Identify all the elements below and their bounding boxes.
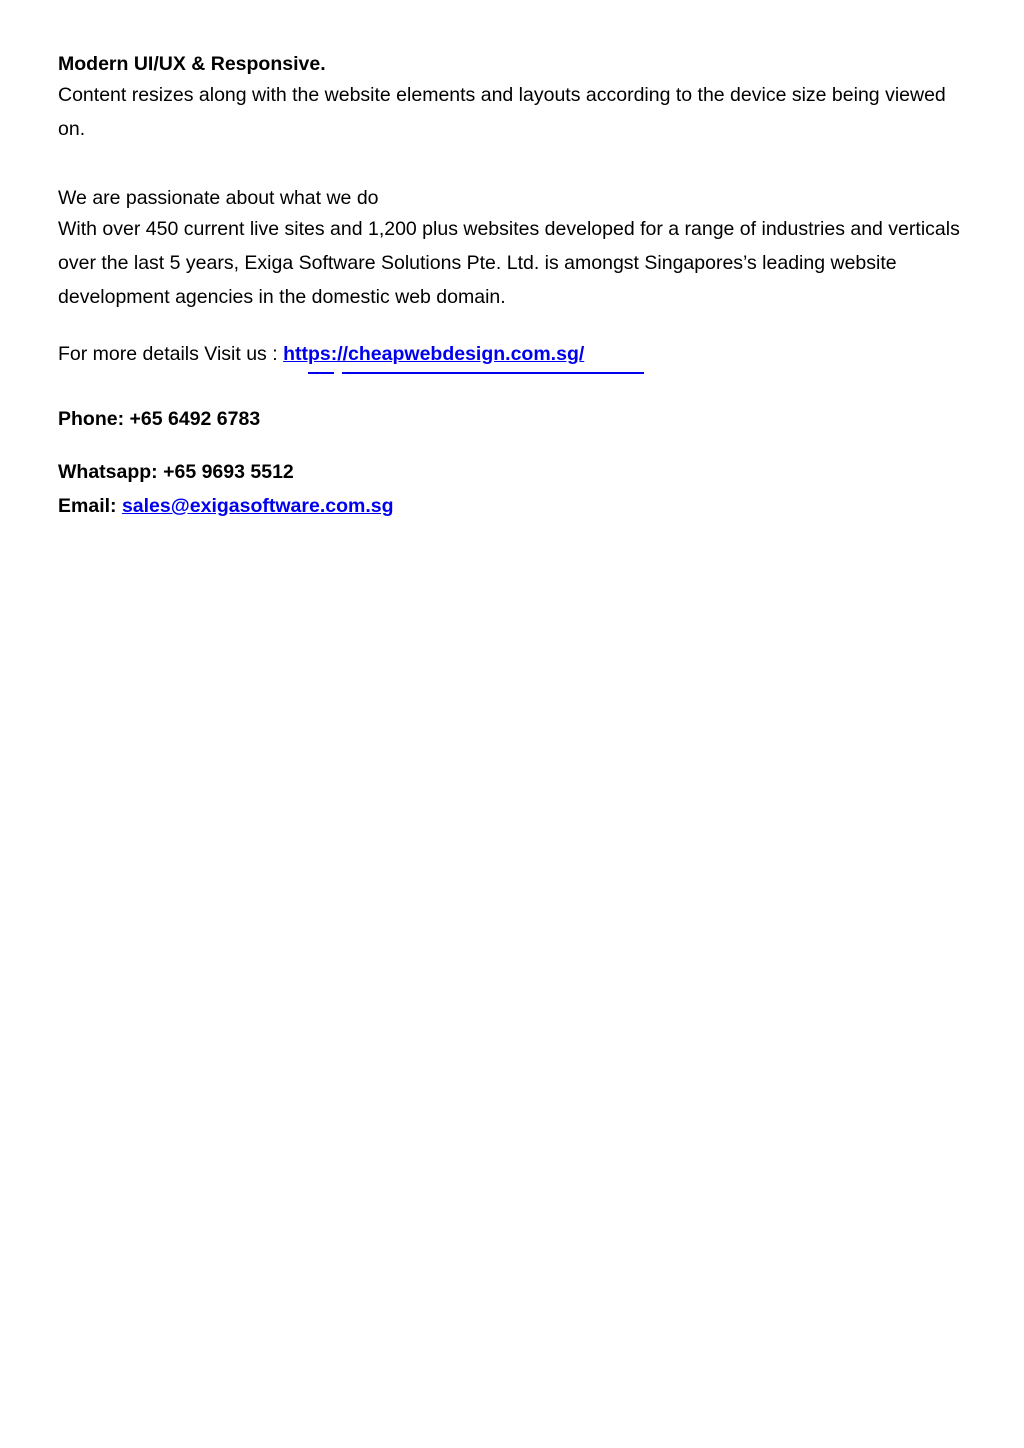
link-underline-decoration <box>342 372 644 374</box>
phone-line <box>58 402 968 436</box>
spacer <box>58 146 968 184</box>
whatsapp-value: +65 9693 5512 <box>163 461 294 483</box>
section-heading-passionate: We are passionate about what we do <box>58 187 379 209</box>
visit-label: For more details Visit us : <box>58 343 278 365</box>
spacer <box>58 436 968 455</box>
section-body-passionate: With over 450 current live sites and 1,200 plus websites developed for a range of industries and verticals over the last 5 years, Exiga Software Solutions Pte. Ltd. is amongst Singapores’s leading website development agencies in the domestic web domain. <box>58 218 960 308</box>
phone-label: Phone: <box>58 408 125 430</box>
email-line <box>58 489 968 523</box>
link-underline-decoration <box>308 372 334 374</box>
spacer <box>58 314 968 340</box>
section-heading-responsive: Modern UI/UX & Responsive. <box>58 53 326 75</box>
section-body-responsive: Content resizes along with the website elements and layouts according to the device size being viewed on. <box>58 84 946 140</box>
document-page <box>58 50 968 523</box>
website-link[interactable]: https://cheapwebdesign.com.sg/ <box>283 343 585 365</box>
phone-value: +65 6492 6783 <box>129 408 261 430</box>
whatsapp-label: Whatsapp: <box>58 461 158 483</box>
email-label: Email: <box>58 495 117 517</box>
whatsapp-line <box>58 455 968 489</box>
visit-line <box>58 340 968 368</box>
email-link[interactable]: sales@exigasoftware.com.sg <box>121 495 394 517</box>
